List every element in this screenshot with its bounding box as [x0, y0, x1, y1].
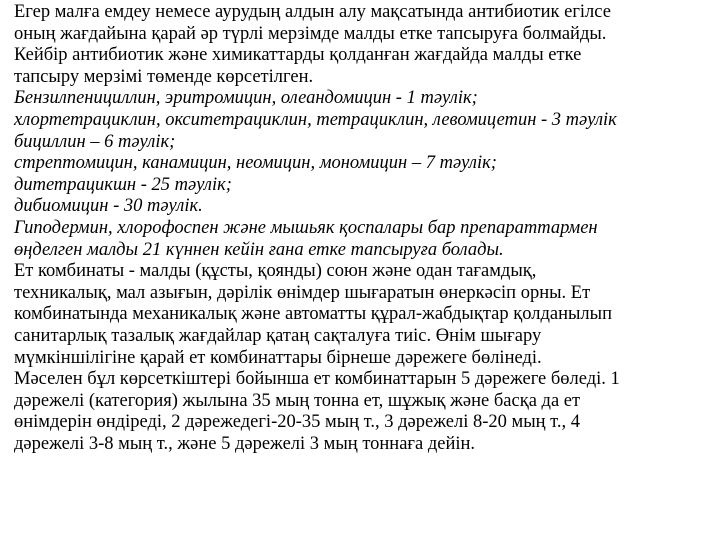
antibiotic-item: хлортетрациклин, окситетрациклин, тетрациклин, левомицетин - 3 тәулік	[14, 109, 617, 130]
antibiotic-item: стрептомицин, канамицин, неомицин, мономицин – 7 тәулік;	[14, 153, 497, 174]
text-line: Егер малға емдеу немесе аурудың алдын алу мақсатында антибиотик егілсе	[14, 2, 611, 22]
paragraph-meat-plant	[14, 261, 720, 369]
text-line: мүмкіншілігіне қарай ет комбинаттары бірнеше дәрежеге бөлінеді.	[14, 347, 542, 368]
text-line: комбинатында механикалық және автоматты құрал-жабдықтар қолданылып	[14, 304, 612, 325]
antibiotic-item: дитетрацикшн - 25 тәулік;	[14, 174, 232, 195]
text-line: санитарлық тазалық жағдайлар қатаң сақталуға тиіс. Өнім шығару	[14, 325, 542, 346]
text-line: дәрежелі 3-8 мың т., және 5 дәрежелі 3 мың тоннаға дейін.	[14, 433, 476, 454]
text-line: дәрежелі (категория) жылына 35 мың тонна ет, шұжық және басқа да ет	[14, 390, 581, 411]
text-line: Мәселен бұл көрсеткіштері бойынша ет комбинаттарын 5 дәрежеге бөледі. 1	[14, 369, 620, 390]
antibiotic-item: бициллин – 6 тәулік;	[14, 131, 176, 152]
antibiotic-item: дибиомицин - 30 тәулік.	[14, 196, 203, 217]
text-line: тапсыру мерзімі төменде көрсетілген.	[14, 66, 314, 87]
text-line: Ет комбинаты - малды (құсты, қоянды) союн және одан тағамдық,	[14, 261, 537, 282]
antibiotic-list	[14, 88, 720, 218]
document-text	[14, 2, 720, 455]
paragraph-categories	[14, 369, 720, 455]
text-line: Гиподермин, хлорофоспен және мышьяк қоспалары бар препараттармен	[14, 217, 598, 238]
paragraph-chemicals	[14, 218, 720, 261]
text-line: оның жағдайына қарай әр түрлі мерзімде малды етке тапсыруға болмайды.	[14, 23, 607, 44]
antibiotic-item: Бензилпенициллин, эритромицин, олеандомицин - 1 тәулік;	[14, 88, 478, 109]
text-line: техникалық, мал азығын, дәрілік өнімдер шығаратын өнеркәсіп орны. Ет	[14, 282, 591, 303]
text-line: өнімдерін өндіреді, 2 дәрежедегі-20-35 мың т., 3 дәрежелі 8-20 мың т., 4	[14, 412, 580, 433]
paragraph-intro	[14, 2, 720, 88]
text-line: Кейбір антибиотик және химикаттарды қолданған жағдайда малды етке	[14, 45, 582, 66]
text-line: өңделген малды 21 күннен кейін ғана етке тапсыруға болады.	[14, 239, 504, 260]
